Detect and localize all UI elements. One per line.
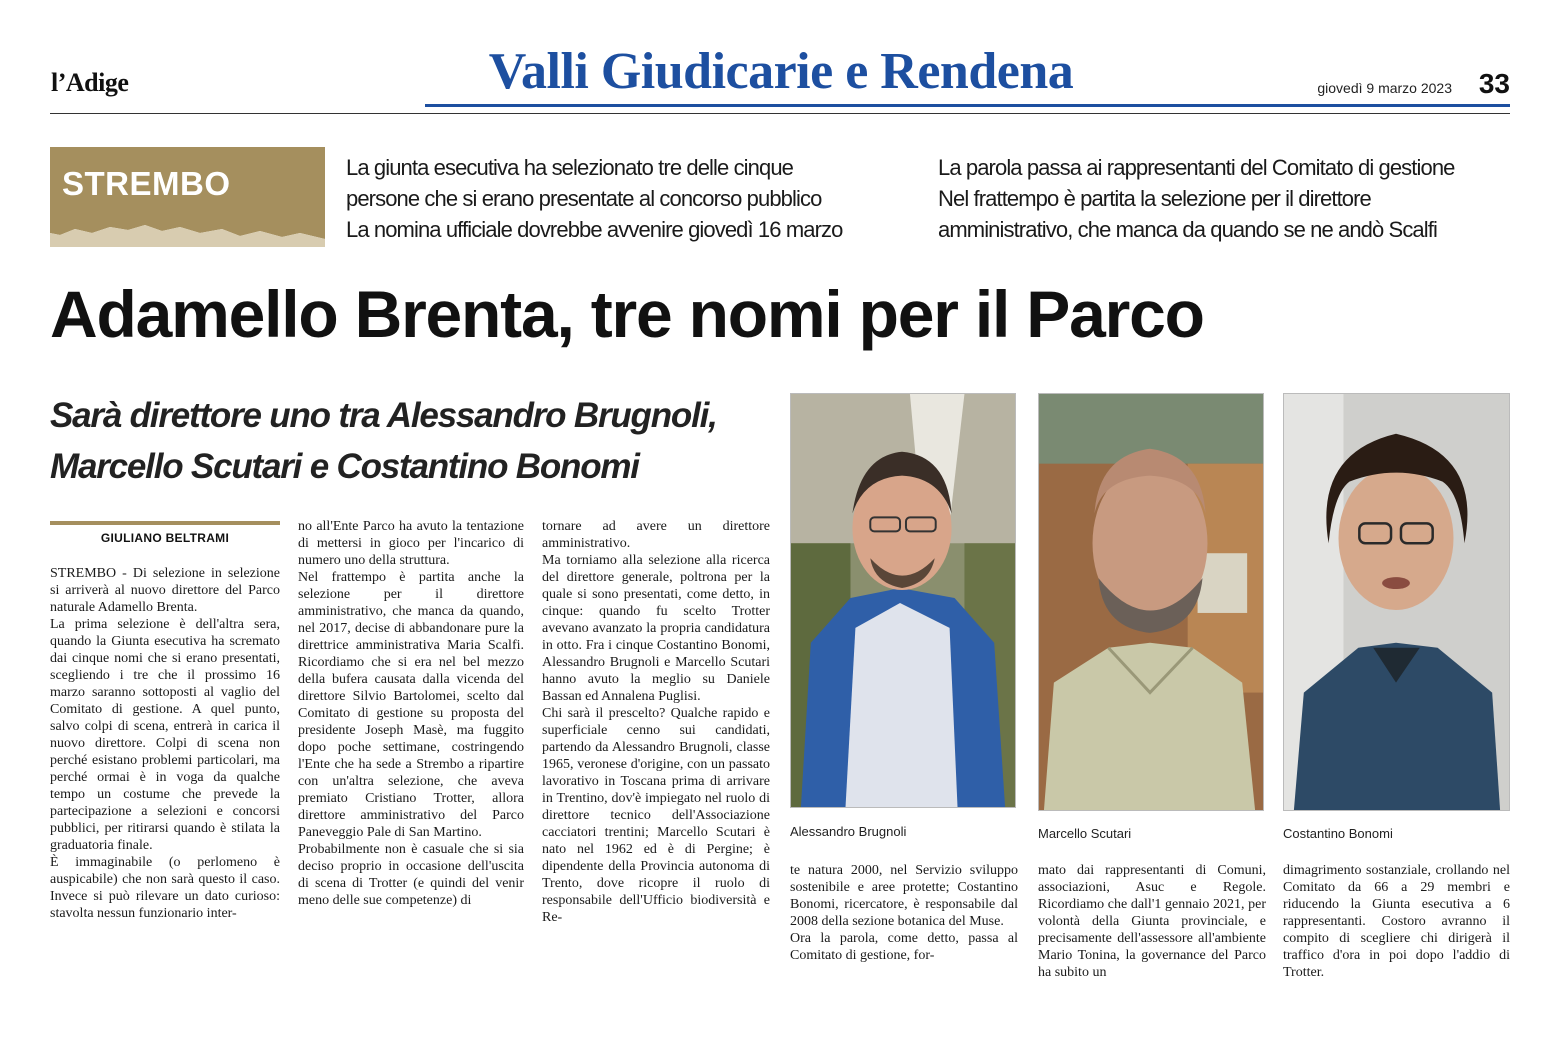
article-column-5	[1038, 862, 1266, 981]
paragraph: mato dai rappresentanti di Comuni, associazioni, Asuc e Regole. Ricordiamo che dall'1 gennaio 2021, per volontà della Giunta provinciale, e precisamente dell'assessore all'ambiente Mario Tonina, la governance del Parco ha subito un	[1038, 863, 1266, 980]
deck-line: La giunta esecutiva ha selezionato tre delle cinque	[346, 155, 793, 180]
subheadline	[50, 390, 717, 492]
byline-rule	[50, 521, 280, 525]
article-column-6	[1283, 862, 1510, 981]
paragraph: Ma torniamo alla selezione alla ricerca del direttore generale, poltrona per la quale si sono presentati, come detto, in cinque: quando fu scelto Trotter avevano avanzato la propria candidatura in otto. Fra i cinque Costantino Bonomi, Alessandro Brugnoli e Marcello Scutari hanno avuto la meglio su Daniele Bassan ed Annalena Puglisi.	[542, 553, 770, 704]
deck-line: persone che si erano presentate al concorso pubblico	[346, 186, 822, 211]
deck-line: amministrativo, che manca da quando se ne andò Scalfi	[938, 217, 1437, 242]
photo-costantino-bonomi	[1283, 393, 1510, 811]
headline: Adamello Brenta, tre nomi per il Parco	[50, 277, 1204, 351]
paragraph: dimagrimento sostanziale, crollando nel Comitato da 66 a 29 membri e riducendo la Giunta esecutiva a 6 rappresentanti. Costoro avranno il compito di scegliere chi dirigerà il traffico d'ora in poi dopo l'addio di Trotter.	[1283, 863, 1510, 980]
paragraph: no all'Ente Parco ha avuto la tentazione di mettersi in gioco per l'incarico di numero uno della struttura.	[298, 519, 524, 568]
photo-caption: Marcello Scutari	[1038, 826, 1132, 841]
issue-date: giovedì 9 marzo 2023	[1317, 80, 1452, 96]
deck-line: Nel frattempo è partita la selezione per il direttore	[938, 186, 1371, 211]
photo-alessandro-brugnoli	[790, 393, 1016, 808]
newspaper-logo: l’Adige	[51, 68, 129, 97]
byline: GIULIANO BELTRAMI	[100, 531, 230, 545]
paragraph: STREMBO - Di selezione in selezione si arriverà al nuovo direttore del Parco naturale Adamello Brenta.	[50, 566, 280, 615]
paragraph: Nel frattempo è partita anche la selezione per il direttore amministrativo, che manca da quando, nel 2017, decise di abbandonare pure la direttrice amministrativa Maria Scalfi. Ricordiamo che si era nel bel mezzo della bufera causata dalla vicenda del direttore Silvio Bartolomei, scelto dal Comitato di gestione su proposta del presidente Joseph Masè, ma fuggito dopo poche settimane, costringendo l'Ente che ha sede a Strembo a ripartire con un'altra selezione, che aveva premiato Cristiano Trotter, allora direttore amministrativo del Parco Paneveggio Pale di San Martino.	[298, 570, 524, 840]
paragraph: tornare ad avere un direttore amministrativo.	[542, 519, 770, 551]
subheadline-line: Marcello Scutari e Costantino Bonomi	[50, 447, 639, 486]
article-column-1	[50, 565, 280, 922]
article-column-4	[790, 862, 1018, 964]
header-rule	[50, 113, 1510, 114]
paragraph: La prima selezione è dell'altra sera, quando la Giunta esecutiva ha scremato dai cinque nomi che si erano presentati, scegliendo i tre che il prossimo 16 marzo saranno sottoposti al vaglio del Comitato di gestione. A quel punto, salvo colpi di scena, entrerà in carica il nuovo direttore. Colpi di scena non perché esistano problemi particolari, ma perché ormai è in voga da qualche tempo un costume che prevede la partecipazione a selezioni e concorsi pubblici, per ritirarsi quando è stilata la graduatoria finale.	[50, 617, 280, 853]
page-number: 33	[1478, 68, 1510, 99]
location-tag	[50, 147, 325, 247]
header-accent-rule	[425, 104, 1510, 107]
photo-caption: Costantino Bonomi	[1283, 826, 1393, 841]
photo-marcello-scutari	[1038, 393, 1264, 811]
deck-line: La parola passa ai rappresentanti del Comitato di gestione	[938, 155, 1455, 180]
paragraph: Chi sarà il prescelto? Qualche rapido e superficiale cenno sui candidati, partendo da Alessandro Brugnoli, classe 1965, veronese d'origine, con un passato lavorativo in Toscana prima di arrivare in Trentino, dov'è impiegato nel ruolo di direttore tecnico dell'Associazione cacciatori trentini; Marcello Scutari è nato nel 1962 ed è di Pergine; è dipendente della Provincia autonoma di Trento, dove ricopre il ruolo di responsabile dell'Ufficio biodiversità e Re-	[542, 706, 770, 925]
location-label: STREMBO	[62, 165, 231, 202]
photo-caption: Alessandro Brugnoli	[790, 824, 907, 839]
article-column-3	[542, 518, 770, 926]
paragraph: Ora la parola, come detto, passa al Comitato di gestione, for-	[790, 931, 1018, 963]
deck-left	[346, 152, 842, 245]
paragraph: È immaginabile (o perlomeno è auspicabile) che non sarà questo il caso. Invece si può rilevare un dato curioso: stavolta nessun funzionario inter-	[50, 855, 280, 921]
paragraph: Probabilmente non è casuale che si sia deciso proprio in occasione dell'uscita di scena di Trotter (e quindi del venir meno delle sue competenze) di	[298, 842, 524, 908]
article-column-2	[298, 518, 524, 909]
deck-right	[938, 152, 1455, 245]
section-title: Valli Giudicarie e Rendena	[488, 43, 1074, 100]
subheadline-line: Sarà direttore uno tra Alessandro Brugnoli,	[50, 396, 717, 435]
paragraph: te natura 2000, nel Servizio sviluppo sostenibile e aree protette; Costantino Bonomi, ricercatore, è responsabile dal 2008 della sezione botanica del Muse.	[790, 863, 1018, 929]
deck-line: La nomina ufficiale dovrebbe avvenire giovedì 16 marzo	[346, 217, 843, 242]
